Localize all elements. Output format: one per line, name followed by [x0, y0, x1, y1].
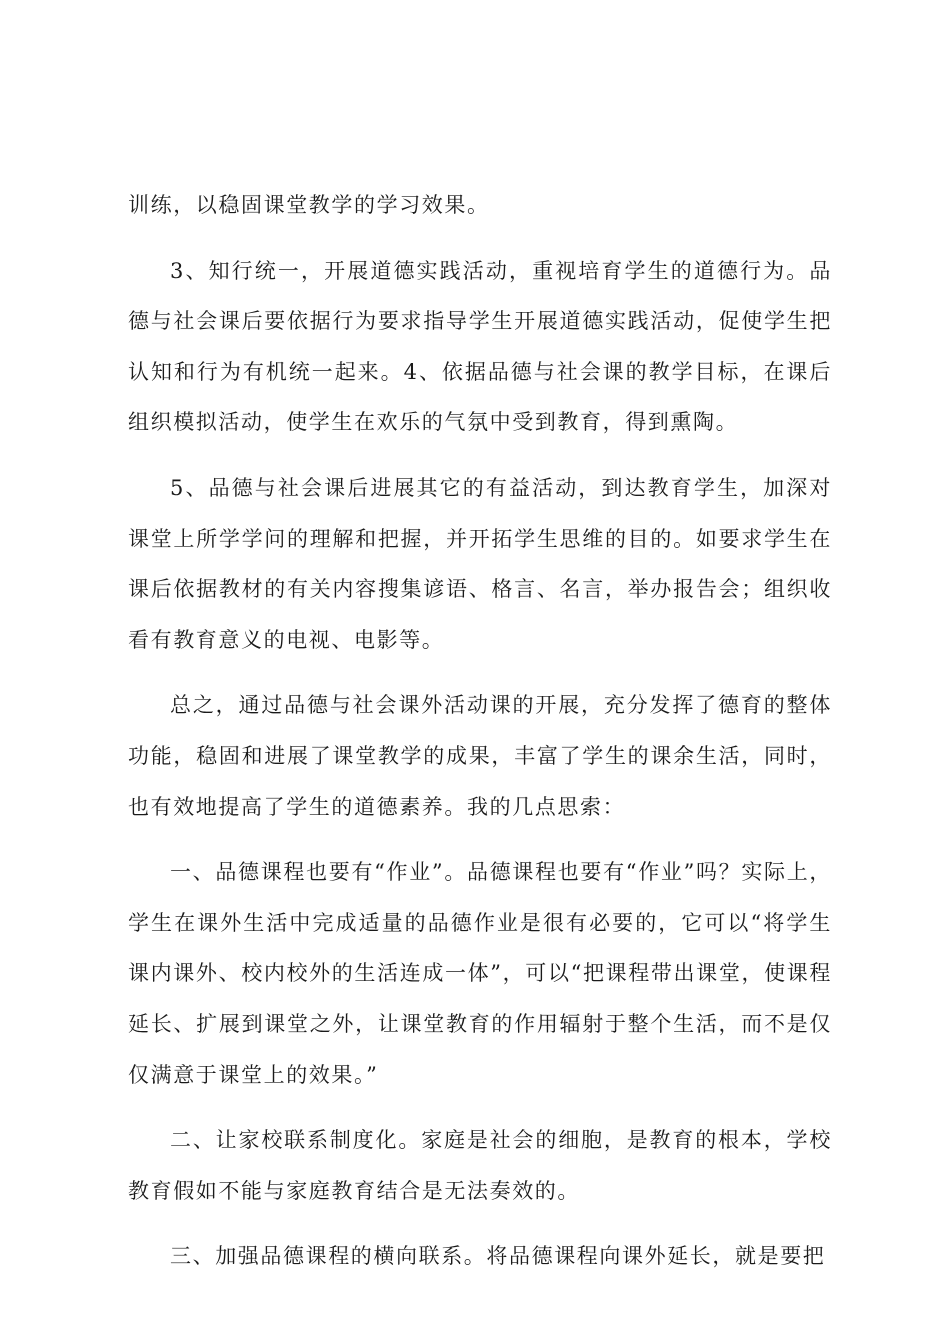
paragraph-continuation: 训练，以稳固课堂教学的学习效果。 [128, 193, 490, 217]
paragraph-thought-2: 二、让家校联系制度化。家庭是社会的细胞，是教育的根本，学校教育假如不能与家庭教育结合是无法奏效的。 [128, 1128, 832, 1203]
paragraph-point-5: 5、品德与社会课后进展其它的有益活动，到达教育学生，加深对课堂上所学学问的理解和把握，并开拓学生思维的目的。如要求学生在课后依据教材的有关内容搜集谚语、格言、名言，举办报告会；组织收看有教育意义的电视、电影等。 [128, 475, 832, 652]
document-body [128, 180, 832, 1297]
paragraph-thought-3: 三、加强品德课程的横向联系。将品德课程向课外延长，就是要把 [170, 1244, 826, 1269]
paragraph-point-3-4: 3、知行统一，开展道德实践活动，重视培育学生的道德行为。品德与社会课后要依据行为要求指导学生开展道德实践活动，促使学生把认知和行为有机统一起来。4、依据品德与社会课的教学目标，在课后组织模拟活动，使学生在欢乐的气氛中受到教育，得到熏陶。 [128, 258, 832, 435]
paragraph-summary: 总之，通过品德与社会课外活动课的开展，充分发挥了德育的整体功能，稳固和进展了课堂教学的成果，丰富了学生的课余生活，同时，也有效地提高了学生的道德素养。我的几点思索： [128, 693, 832, 819]
paragraph-thought-1: 一、品德课程也要有“作业”。品德课程也要有“作业”吗？实际上，学生在课外生活中完成适量的品德作业是很有必要的，它可以“将学生课内课外、校内校外的生活连成一体”，可以“把课程带出课堂，使课程延长、扩展到课堂之外，让课堂教育的作用辐射于整个生活，而不是仅仅满意于课堂上的效果。” [128, 860, 832, 1087]
